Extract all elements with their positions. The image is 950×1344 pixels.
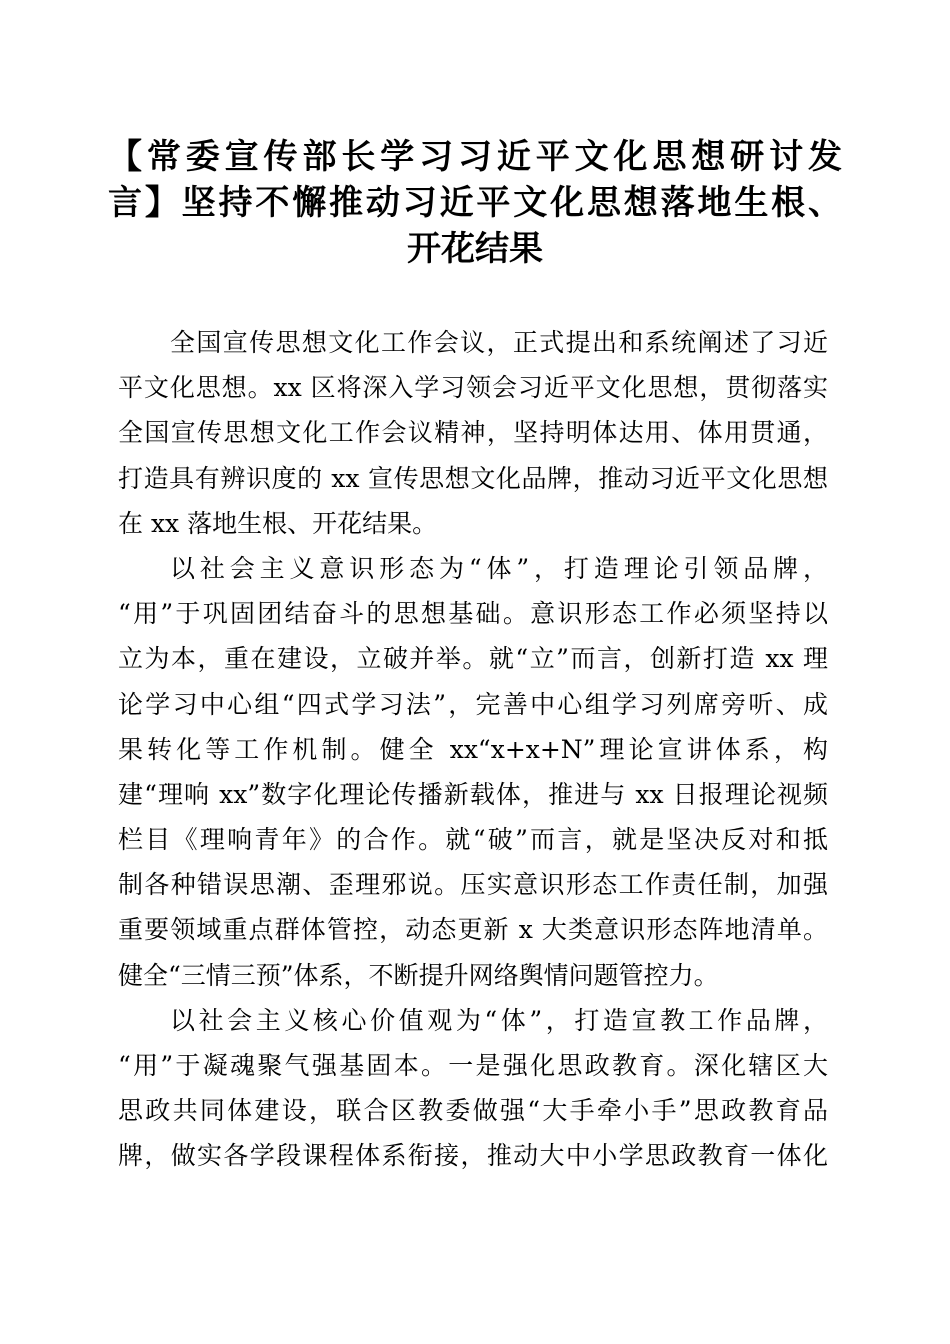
text-line: 栏目《理响青年》的合作。就“破”而言，就是坚决反对和抵	[118, 825, 828, 855]
text-line: “用”于巩固团结奋斗的思想基础。意识形态工作必须坚持以	[118, 599, 828, 629]
paragraph-2	[118, 546, 828, 998]
text-line: 思政共同体建设，联合区教委做强“大手牵小手”思政教育品	[118, 1096, 828, 1126]
text-line: “用”于凝魂聚气强基固本。一是强化思政教育。深化辖区大	[118, 1051, 828, 1080]
document-title	[108, 134, 842, 272]
paragraph-3	[118, 998, 828, 1179]
text-line: 果转化等工作机制。健全 xx“x+x+N”理论宣讲体系，构	[118, 734, 828, 764]
text-line: 以社会主义核心价值观为“体”，打造宣教工作品牌，	[170, 1005, 828, 1035]
text-line: 全国宣传思想文化工作会议精神，坚持明体达用、体用贯通，	[118, 418, 828, 448]
text-line: 牌，做实各学段课程体系衔接，推动大中小学思政教育一体化	[118, 1141, 828, 1171]
text-line: 重要领域重点群体管控，动态更新 x 大类意识形态阵地清单。	[118, 915, 828, 945]
title-line: 言】坚持不懈推动习近平文化思想落地生根、	[108, 183, 842, 223]
text-line: 健全“三情三预”体系，不断提升网络舆情问题管控力。	[118, 960, 719, 990]
text-line: 平文化思想。xx 区将深入学习领会习近平文化思想，贯彻落实	[118, 373, 828, 403]
title-line: 【常委宣传部长学习习近平文化思想研讨发	[108, 137, 842, 177]
text-line: 建“理响 xx”数字化理论传播新载体，推进与 xx 日报理论视频	[118, 779, 828, 809]
text-line: 立为本，重在建设，立破并举。就“立”而言，创新打造 xx 理	[118, 644, 828, 674]
text-line: 全国宣传思想文化工作会议，正式提出和系统阐述了习近	[170, 328, 828, 357]
text-line: 打造具有辨识度的 xx 宣传思想文化品牌，推动习近平文化思想	[118, 463, 828, 493]
text-line: 在 xx 落地生根、开花结果。	[118, 508, 438, 538]
paragraph-1	[118, 320, 828, 546]
text-line: 制各种错误思潮、歪理邪说。压实意识形态工作责任制，加强	[118, 870, 828, 900]
text-line: 论学习中心组“四式学习法”，完善中心组学习列席旁听、成	[118, 689, 828, 719]
text-line: 以社会主义意识形态为“体”，打造理论引领品牌，	[170, 553, 828, 583]
document-body	[118, 320, 828, 1179]
title-line: 开花结果	[407, 229, 543, 269]
